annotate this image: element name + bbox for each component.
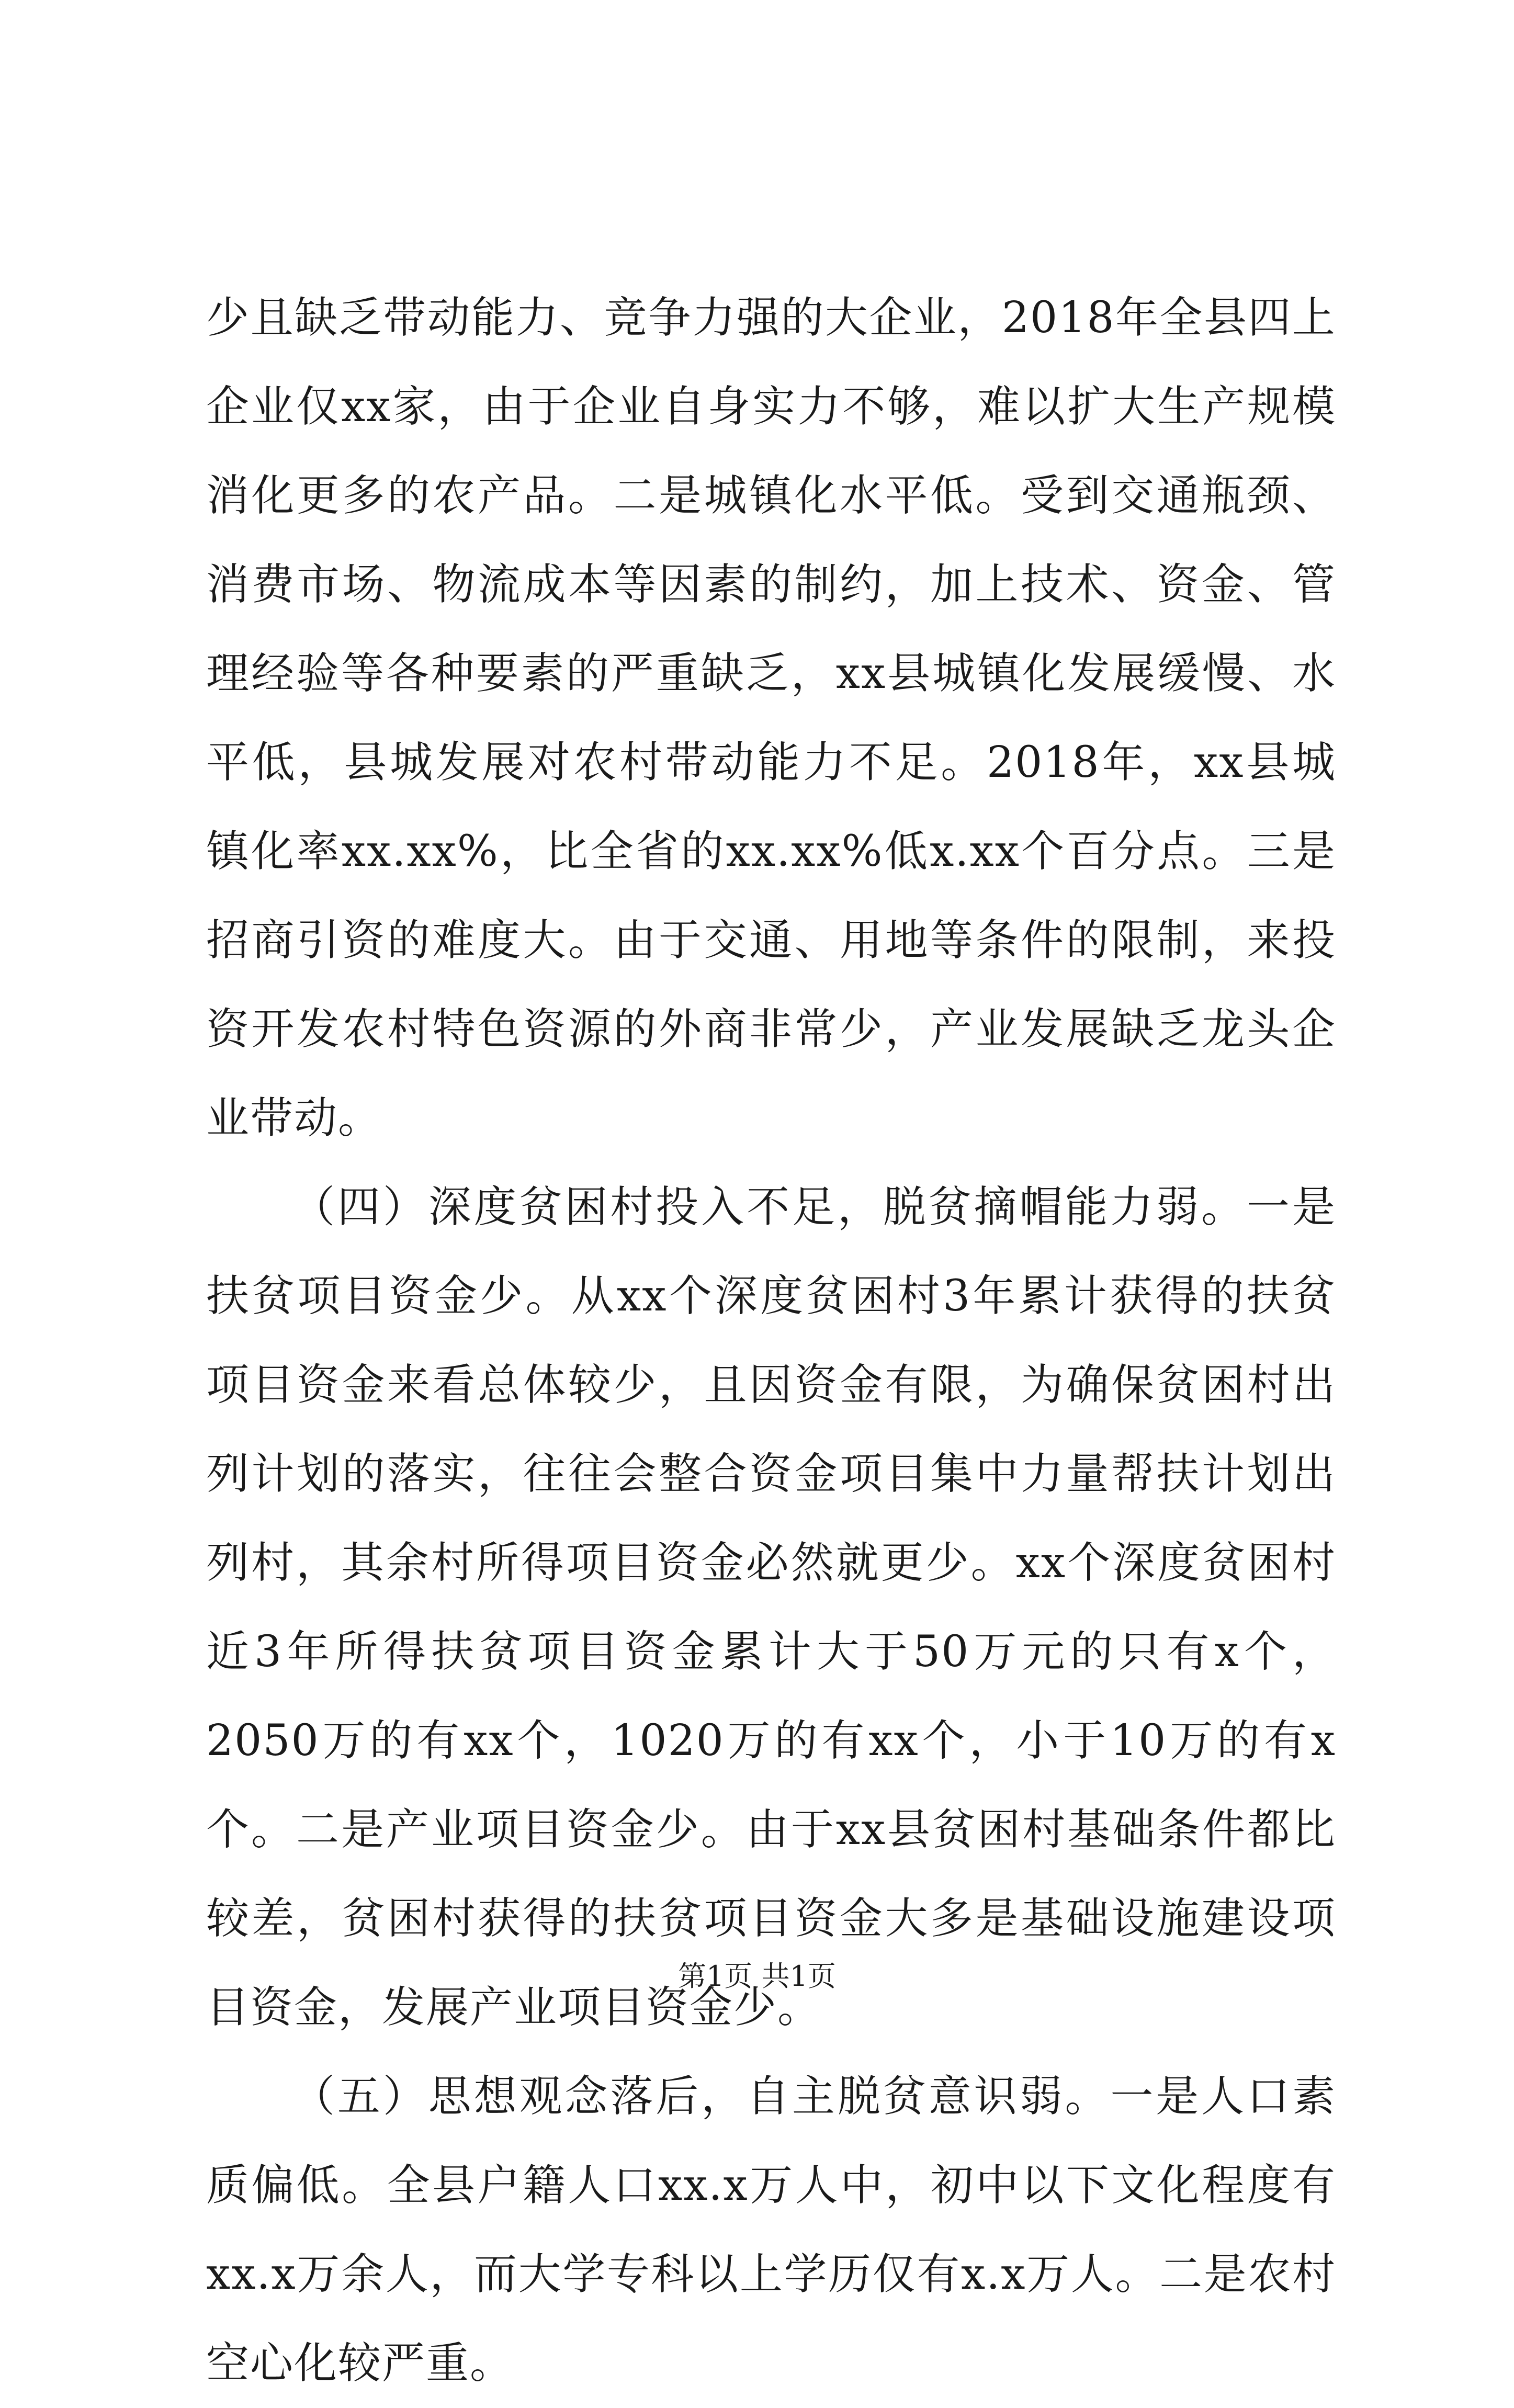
paragraph-3: （五）思想观念落后，自主脱贫意识弱。一是人口素质偏低。全县户籍人口xx.x万人中，初中以下文化程度有xx.x万余人，而大学专科以上学历仅有x.x万人。二是农村空心化较严重。 xyxy=(206,2072,1336,2388)
paragraph-2: （四）深度贫困村投入不足，脱贫摘帽能力弱。一是扶贫项目资金少。从xx个深度贫困村3年累计获得的扶贫项目资金来看总体较少，且因资金有限，为确保贫困村出列计划的落实，往往会整合资金项目集中力量帮扶计划出列村，其余村所得项目资金必然就更少。xx个深度贫困村近3年所得扶贫项目资金累计大于50万元的只有x个，2050万的有xx个，1020万的有xx个，小于10万的有x个。二是产业项目资金少。由于xx县贫困村基础条件都比较差，贫困村获得的扶贫项目资金大多是基础设施建设项目资金，发展产业项目资金少。 xyxy=(206,1182,1336,2032)
paragraph-1: 少且缺乏带动能力、竞争力强的大企业，2018年全县四上企业仅xx家，由于企业自身实力不够，难以扩大生产规模消化更多的农产品。二是城镇化水平低。受到交通瓶颈、消费市场、物流成本等因素的制约，加上技术、资金、管理经验等各种要素的严重缺乏，xx县城镇化发展缓慢、水平低，县城发展对农村带动能力不足。2018年，xx县城镇化率xx.xx%，比全省的xx.xx%低x.xx个百分点。三是招商引资的难度大。由于交通、用地等条件的限制，来投资开发农村特色资源的外商非常少，产业发展缺乏龙头企业带动。 xyxy=(206,293,1336,1143)
page-footer: 第1页 共1页 xyxy=(678,1960,836,1993)
document-body xyxy=(206,274,1336,2408)
